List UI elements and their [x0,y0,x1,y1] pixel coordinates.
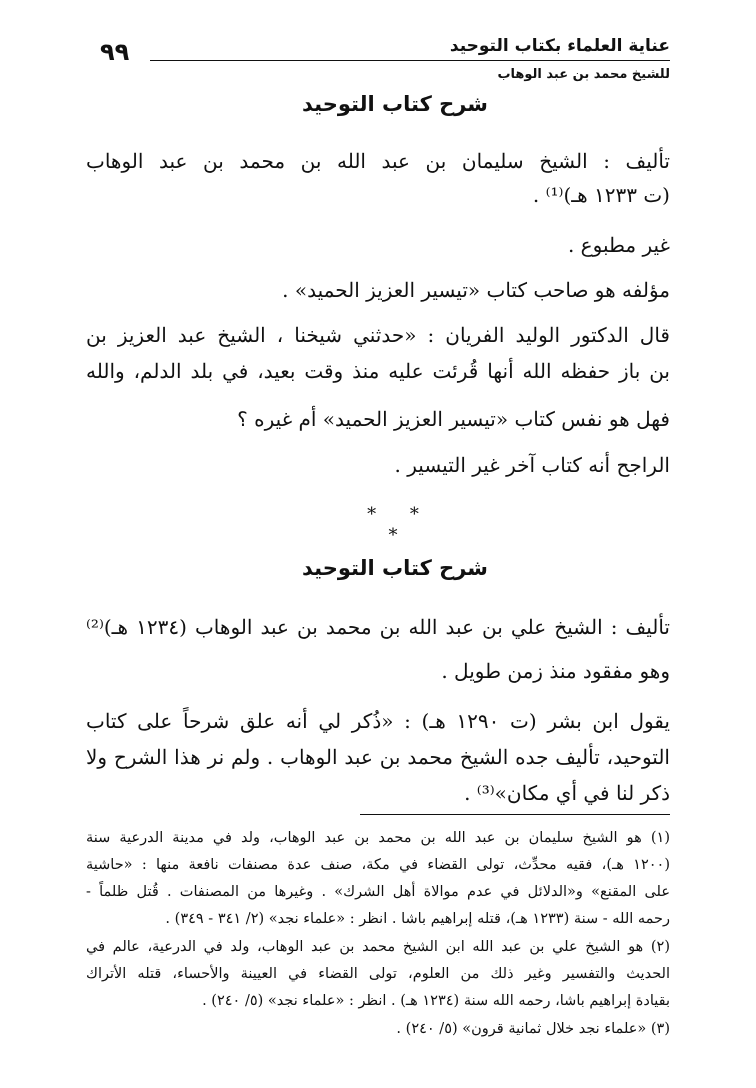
section-separator: * * * [367,504,433,546]
footnote-1-line-2: (١٢٠٠ هـ)، فقيه محدِّث، تولى القضاء في مكة، صنف عدة مصنفات نافعة منها : «حاشية [86,857,670,873]
section-2-author-line: تأليف : الشيخ علي بن عبد الله بن محمد بن عبد الوهاب (١٢٣٤ هـ)⁽²⁾ [86,615,670,639]
section-2-quote-line-1: يقول ابن بشر (ت ١٢٩٠ هـ) : «ذُكر لي أنه علق شرحاً على كتاب [86,709,670,733]
footnote-2-line-2: الحديث والتفسير وغير ذلك من العلوم، تولى القضاء في العيينة والأحساء، قتله الأتراك [86,966,670,982]
section-1-note: مؤلفه هو صاحب كتاب «تيسير العزيز الحميد» . [282,278,670,302]
section-2-quote-line-2: التوحيد، تأليف جده الشيخ محمد بن عبد الوهاب . ولم نر هذا الشرح ولا [86,745,670,769]
section-1-heading: شرح كتاب التوحيد [302,92,488,116]
section-1-status: غير مطبوع . [567,233,670,257]
page-number: ٩٩ [100,38,130,66]
footnote-1-line-1: (١) هو الشيخ سليمان بن عبد الله بن محمد بن عبد الوهاب، ولد في مدينة الدرعية سنة [86,830,670,846]
footnote-1-line-3: على المقنع» و«الدلائل في عدم موالاة أهل الشرك» . وغيرها من المصنفات . قُتل ظلماً - [86,884,670,900]
section-2-quote-line-3: ذكر لنا في أي مكان»⁽³⁾ . [464,781,670,805]
header-rule [150,60,670,61]
section-1-quote-line-1: قال الدكتور الوليد الفريان : «حدثني شيخنا ، الشيخ عبد العزيز بن [86,323,670,347]
running-header-subtitle: للشيخ محمد بن عبد الوهاب [497,67,670,82]
footnote-2-line-3: بقيادة إبراهيم باشا، رحمه الله سنة (١٢٣٤ هـ) . انظر : «علماء نجد» (٥/ ٢٤٠) . [202,993,670,1009]
section-1-quote-line-2: بن باز حفظه الله أنها قُرئت عليه منذ وقت بعيد، في بلد الدلم، والله [86,359,670,383]
running-header-title: عناية العلماء بكتاب التوحيد [449,36,670,56]
footnote-2-line-1: (٢) هو الشيخ علي بن عبد الله ابن الشيخ محمد بن عبد الوهاب، ولد في الدرعية، عالم في [86,939,670,955]
section-1-author-line-1: تأليف : الشيخ سليمان بن عبد الله بن محمد بن عبد الوهاب [86,149,670,173]
footnote-3-line-1: (٣) «علماء نجد خلال ثمانية قرون» (٥/ ٢٤٠) . [396,1021,670,1037]
section-1-author-line-2: (ت ١٢٣٣ هـ)⁽¹⁾ . [532,183,670,207]
section-2-heading: شرح كتاب التوحيد [302,556,488,580]
section-1-answer: الراجح أنه كتاب آخر غير التيسير . [394,453,670,477]
footnote-rule [360,814,670,815]
section-1-question: فهل هو نفس كتاب «تيسير العزيز الحميد» أم غيره ؟ [237,407,670,431]
footnote-1-line-4: رحمه الله - سنة (١٢٣٣ هـ)، قتله إبراهيم باشا . انظر : «علماء نجد» (٢/ ٣٤١ - ٣٤٩) . [165,911,670,927]
section-2-status: وهو مفقود منذ زمن طويل . [441,659,670,683]
